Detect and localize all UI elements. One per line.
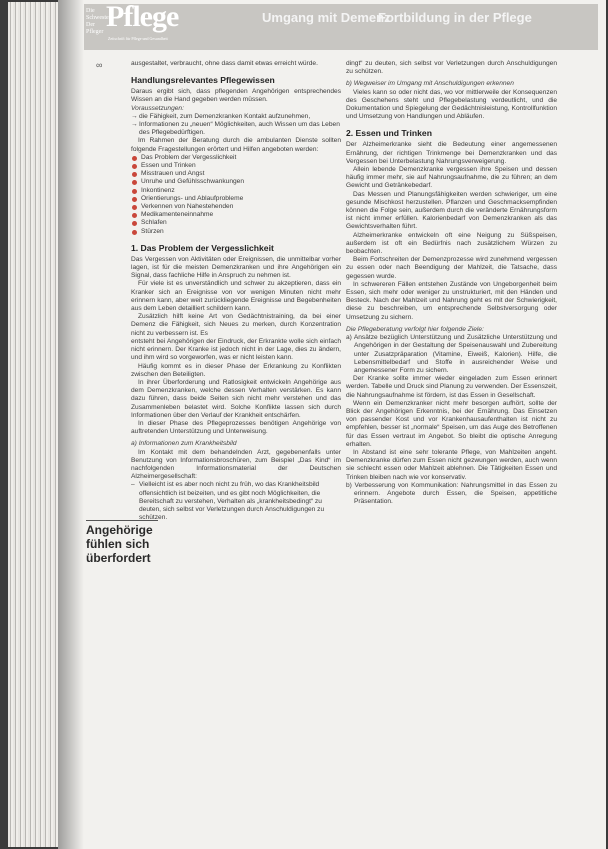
sidebar-rule — [86, 520, 158, 521]
subheading-verhalten: b) Wegweiser im Umgang mit Anschuldigungen erkennen — [346, 80, 514, 88]
intro-paragraph: ausgestaltet, verbraucht, ohne dass damit etwas erreicht würde. — [131, 60, 318, 67]
paragraph-essen-2: Allein lebende Demenzkranke vergessen ihre Speisen und dessen häufig immer mehr, sie auf Nahrungsaufnahme, die zu führen; an dem Gewicht und Getränkebedarf. — [346, 166, 557, 190]
paragraph-information: Im Kontakt mit dem behandelnden Arzt, gegebenenfalls unter Benutzung von Informationsbroschüren, zum Beispiel „Das Kind“ im nachfolgenden Informationsmaterial der Deutschen Alzheimergesellschaft: — [131, 448, 341, 481]
glasses-icon: ∞ — [96, 60, 103, 70]
list-item: Medikamenteneinnahme — [131, 211, 341, 219]
list-item: → die Fähigkeit, zum Demenzkranken Kontakt aufzunehmen, — [131, 113, 341, 121]
paragraph-verhalten: Vieles kann so oder nicht das, wo vor mittlerweile der Konsequenzen des Geschehens steht und Pflegebelastung verdeutlicht, und die Dokumentation und Spiegelung der Gedächtnisleistung, Kontrollfunktion und Umsetzung von Handlungen und Abläufen. — [346, 88, 557, 121]
subheading-ziele: Die Pflegeberatung verfolgt hier folgende Ziele: — [346, 325, 484, 333]
paragraph-essen-3: Das Messen und Planungsfähigkeiten werden schwieriger, um eine gesunde Mischkost herzustellen. Pflanzen und Geschmacksempfinden können die Folge sein, außerdem durch die veränderte Ernährungsform ist nicht immer erfüllen. Kalorienbedarf von Demenzkranken als das Gewichtsverhalten führt. — [346, 190, 557, 231]
logo-wordmark: Pflege — [106, 0, 179, 33]
paragraph-top: dingt“ zu deuten, sich selbst vor Verletzungen durch Anschuldigungen zu schützen. — [346, 60, 557, 76]
header-series-title: Fortbildung in der Pflege — [378, 10, 532, 25]
label-voraussetzungen: Voraussetzungen: — [131, 104, 184, 112]
list-item: – Vielleicht ist es aber noch nicht zu früh, wo das Krankheitsbild offensichtlich ist beizeiten, und es gibt noch Möglichkeiten, die Bereitschaft zu verstehen, Verhalten als „krankheitsbedingt“ zu deuten, sich selbst vor Verletzungen durch Anschuldigungen zu schützen. — [131, 481, 341, 522]
goal-item: b) Verbesserung von Kommunikation: Nahrungsmittel in das Essen zu erinnern. Angebote durch Essen, die Speisen, appetitliche Präsentation. — [346, 481, 557, 506]
paragraph-essen-1: Der Alzheimerkranke sieht die Bedeutung einer angemessenen Ernährung, der richtigen Trinkmenge bei Demenzkranken und das Vergessen bei Unterbelastung Nahrungsverweigerung. — [346, 141, 557, 165]
list-item: Inkontinenz — [131, 187, 341, 195]
heading-vergesslichkeit: 1. Das Problem der Vergesslichkeit — [131, 242, 274, 253]
paragraph-problem-6: In ihrer Überforderung und Ratlosigkeit entwickeln Angehörige aus dem Demenzkranken, welche dessen Verhalten verstärken. Es kann dazu führen, dass beide Seiten sich nicht mehr verstehen und das Zusammenleben belastet wird. Solche Konflikte lassen sich durch Informationen über den Verlauf der Krankheit entschärfen. — [131, 378, 341, 419]
list-item: Orientierungs- und Ablaufprobleme — [131, 195, 341, 203]
paragraph-themen: Im Rahmen der Beratung durch die ambulanten Dienste sollten folgende Fragestellungen erörtert und Hilfen angeboten werden: — [131, 137, 341, 153]
heading-essen-trinken: 2. Essen und Trinken — [346, 128, 432, 139]
list-item: Stürzen — [131, 228, 341, 236]
sidebar-heading: Angehörige fühlen sich überfordert — [86, 523, 153, 565]
paragraph-problem-4: entsteht bei Angehörigen der Eindruck, der Erkrankte wolle sich einfach nicht erinnern. Der Kranke ist jedoch nicht in der Lage, dies zu ändern, und ihm wird so vorgeworfen, was er nicht leisten kann. — [131, 337, 341, 362]
dash-list — [131, 481, 341, 522]
left-column — [131, 60, 341, 522]
list-item: Essen und Trinken — [131, 162, 341, 170]
list-item: Unruhe und Gefühlsschwankungen — [131, 178, 341, 186]
paragraph-problem-3: Zusätzlich hilft keine Art von Gedächtnistraining, da bei einer Demenz die Fähigkeit, sich Neues zu merken, durch Konzentration nicht zu verbessern ist. Es — [131, 313, 341, 337]
paragraph-wissen: Daraus ergibt sich, dass pflegenden Angehörigen entsprechendes Wissen an die Hand gegeben werden müssen. — [131, 88, 341, 104]
goal-item: Wenn ein Demenzkranker nicht mehr besorgen aufhört, sollte der Blick der Angehörigen Erkenntnis, bei der Ernährung. Das Einsetzen von passender Kost und vor Krankenhausaufenthalten ist nicht zu empfehlen, besser ist „normale“ Speisen, um das Auge des Betroffenen für das Essen vertraut im Angebot. So bleibt die optische Anregung erhalten. — [346, 399, 557, 448]
paragraph-problem-5: Häufig kommt es in dieser Phase der Erkrankung zu Konflikten zwischen den Beteiligten. — [131, 362, 341, 378]
paragraph-problem-1: Das Vergessen von Aktivitäten oder Ereignissen, die unmittelbar vorher lagen, ist für die meisten Demenzkranken und ihre Angehörigen ein Signal, dass fachliche Hilfe in Anspruch zu nehmen ist. — [131, 255, 341, 280]
paragraph-essen-4: Alzheimerkranke entwickeln oft eine Neigung zu Süßspeisen, außerdem ist oft ein Bedürfnis nach zusätzlichem Würzen zu beobachten. — [346, 231, 557, 256]
logo-subtitle: Zeitschrift für Pflege und Gesundheit — [108, 36, 168, 41]
paragraph-problem-7: In dieser Phase des Pflegeprozesses benötigen Angehörige von auftretenden Unterstützung und Unterweisung. — [131, 419, 341, 436]
list-item: Das Problem der Vergesslichkeit — [131, 154, 341, 162]
list-item: Verkennen von Nahestehenden — [131, 203, 341, 211]
list-item: → Informationen zu „neuen“ Möglichkeiten, auch Wissen um das Leben des Pflegebedürftigen. — [131, 121, 341, 137]
paragraph-essen-6: In schwereren Fällen entstehen Zustände von Ungeborgenheit beim Essen, sich mehr oder weniger zu unstrukturiert, mit den Händen und Besteck. Nach der Mahlzeit und Nahrung geht es mit der Schwierigkeit, diese zu beschreiben, um entsprechende Selbstversorgung oder Umsetzung zu sichern. — [346, 280, 557, 321]
paragraph-essen-5: Beim Fortschreiten der Demenzprozesse wird zunehmend vergessen zu essen oder nach Beendigung der Mahlzeit, die Tatsache, dass gegessen wurde. — [346, 256, 557, 280]
logo-small-text: Die Schwester Der Pfleger — [86, 8, 111, 35]
subheading-information: a) Informationen zum Krankheitsbild — [131, 440, 237, 448]
paragraph-problem-2: Für viele ist es unverständlich und schwer zu akzeptieren, dass ein Kranker sich an Ereignisse von vor wenigen Minuten nicht mehr erinnern kann, aber weit zurückliegende Ereignisse und Begebenheiten aus dem Leben detailliert schildern kann. — [131, 280, 341, 313]
goal-item: In Abstand ist eine sehr tolerante Pflege, von Mahlzeiten angeht. Demenzkranke dürfen zum Essen nicht gezwungen werden, auch wenn sie schlecht essen oder Mahlzeit ablehnen. Die Tätigkeiten Essen und Trinken bleiben nach wie vor konservativ. — [346, 448, 557, 481]
list-item: Schlafen — [131, 219, 341, 227]
goal-item: a) Ansätze bezüglich Unterstützung und Zusätzliche Unterstützung und Angehörigen in der Gestaltung der Speisenauswahl und Zubereitung unter Zusatzpräparation (Vitamine, Eiweiß, Kalorien). Hilfe, die Lebensmittelbedarf und Stoffe in ausreichender Weise und angemessener Form zu sichern. — [346, 334, 557, 374]
header-section-title: Umgang mit Demenz — [262, 10, 391, 25]
goal-item: Der Kranke sollte immer wieder eingeladen zum Essen erinnert werden. Tabelle und Druck sind Planung zu verwenden. Der Essenszeit, die Nahrungsaufnahme ist fördern, ist das Essen in Gesellschaft. — [346, 375, 557, 399]
list-item: Misstrauen und Angst — [131, 170, 341, 178]
topics-list — [131, 154, 341, 236]
heading-pflegewissen: Handlungsrelevantes Pflegewissen — [131, 75, 275, 86]
right-column — [346, 60, 557, 506]
prerequisites-list — [131, 113, 341, 138]
spine-shadow — [58, 0, 84, 849]
